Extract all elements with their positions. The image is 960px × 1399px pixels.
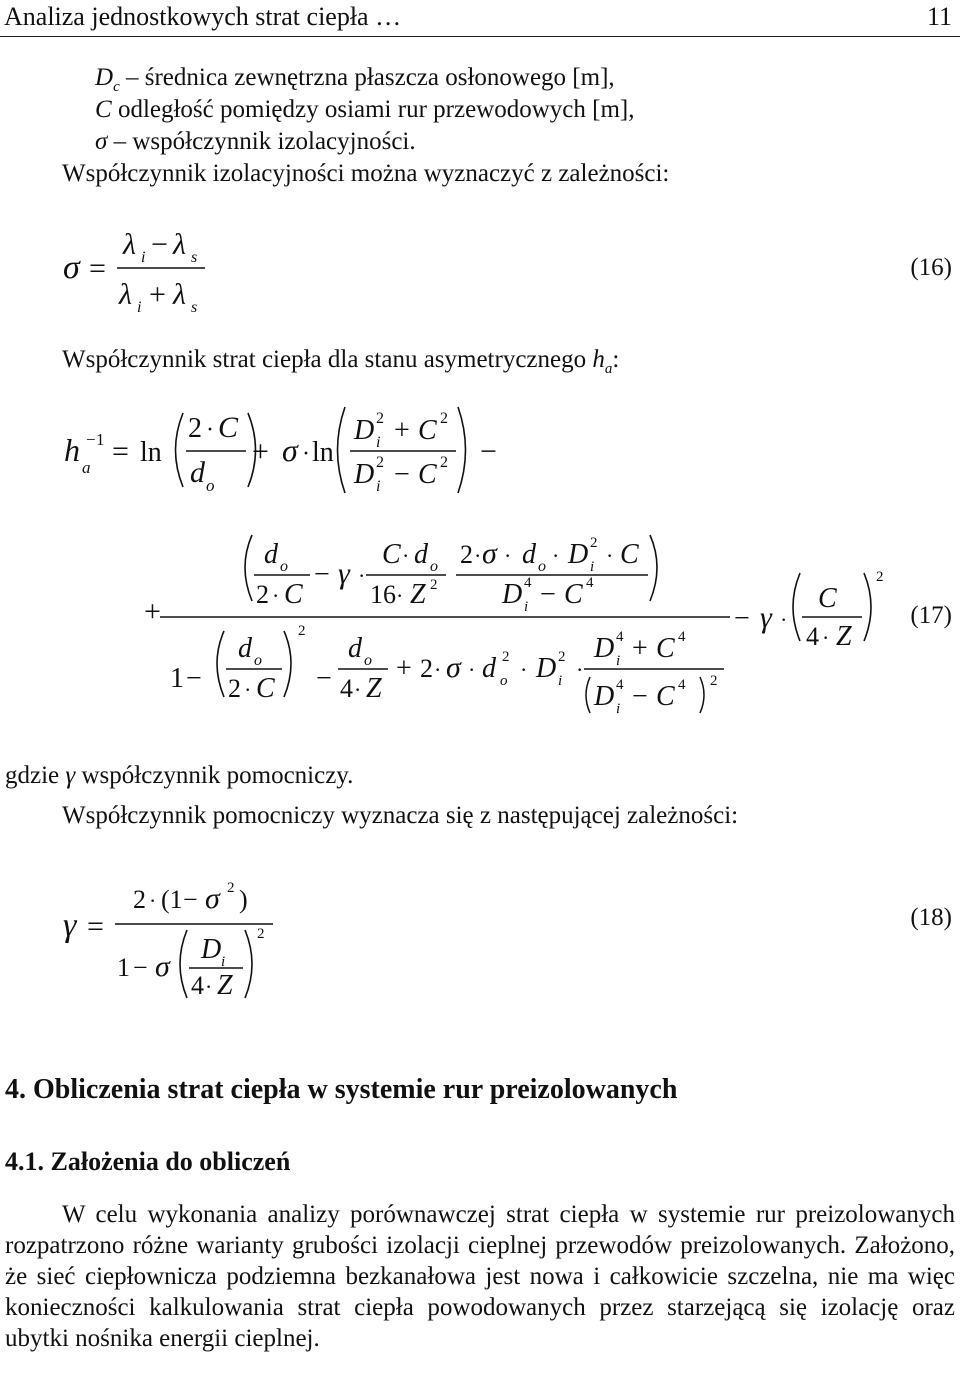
svg-text:=: =	[87, 910, 104, 943]
svg-text:·: ·	[504, 543, 512, 568]
svg-text:i: i	[137, 299, 142, 316]
svg-text:a: a	[82, 458, 91, 477]
svg-text:C: C	[418, 415, 437, 446]
intro-17: Współczynnik strat ciepła dla stanu asymetrycznego $h_a$:	[62, 346, 620, 377]
svg-text:2: 2	[430, 577, 438, 593]
svg-text:2: 2	[298, 623, 306, 639]
running-title: Analiza jednostkowych strat ciepła …	[4, 2, 402, 31]
svg-text:·: ·	[780, 607, 788, 632]
svg-text:ln: ln	[312, 437, 334, 468]
svg-text:4: 4	[806, 622, 819, 651]
svg-text:ln: ln	[140, 437, 162, 468]
svg-text:1: 1	[96, 430, 105, 449]
svg-text:+: +	[149, 278, 166, 311]
svg-text:C: C	[218, 411, 239, 444]
svg-text:·: ·	[606, 543, 614, 568]
equation-17	[0, 395, 900, 740]
svg-text:·: ·	[434, 657, 442, 682]
svg-text:−: −	[394, 459, 410, 490]
svg-text:·: ·	[205, 974, 213, 999]
svg-text:2: 2	[420, 654, 433, 683]
definition-c: C odległość pomiędzy osiami rur przewodowych [m],	[95, 96, 635, 123]
svg-text:s: s	[191, 249, 198, 266]
svg-text:−: −	[540, 579, 556, 610]
svg-text:o: o	[538, 558, 546, 575]
svg-text:2: 2	[376, 410, 384, 427]
svg-text:Z: Z	[217, 970, 233, 1001]
svg-text:2: 2	[558, 649, 566, 665]
svg-text:D: D	[354, 459, 375, 490]
svg-text:+: +	[396, 653, 412, 684]
svg-text:D: D	[568, 539, 589, 570]
svg-text:−: −	[734, 603, 750, 634]
svg-text:2: 2	[710, 673, 718, 689]
svg-text:γ: γ	[760, 601, 772, 634]
svg-text:o: o	[364, 652, 372, 669]
svg-text:d: d	[482, 653, 496, 684]
svg-text:D: D	[201, 934, 222, 965]
svg-text:i: i	[221, 954, 226, 970]
svg-text:C: C	[256, 673, 275, 704]
svg-text:2: 2	[376, 454, 384, 471]
svg-text:=: =	[89, 252, 106, 285]
svg-text:i: i	[616, 653, 621, 669]
svg-text:d: d	[522, 539, 536, 570]
intro-18: Współczynnik pomocniczy wyznacza się z następującej zależności:	[62, 802, 739, 829]
svg-text:−: −	[133, 953, 148, 982]
page-header	[0, 0, 960, 37]
svg-text:λ: λ	[119, 278, 132, 311]
svg-text:C: C	[382, 539, 401, 570]
svg-text:4: 4	[678, 677, 686, 693]
svg-text:−: −	[316, 663, 332, 694]
svg-text:·: ·	[149, 888, 157, 913]
svg-text:i: i	[376, 478, 381, 495]
svg-text:o: o	[500, 673, 508, 689]
svg-text:C: C	[656, 633, 675, 664]
section-heading: 4. Obliczenia strat ciepła w systemie rur preizolowanych	[5, 1074, 678, 1105]
svg-text:d: d	[190, 456, 205, 489]
svg-text:4: 4	[340, 674, 353, 703]
subsection-heading: 4.1. Założenia do obliczeń	[5, 1147, 291, 1176]
svg-text:·: ·	[354, 677, 362, 702]
svg-text:2: 2	[440, 454, 448, 471]
definition-sigma: σ – współczynnik izolacyjności.	[95, 128, 416, 155]
svg-text:C: C	[620, 539, 639, 570]
svg-text:−: −	[480, 435, 497, 468]
svg-text:o: o	[280, 558, 288, 575]
svg-text:λ: λ	[173, 228, 186, 261]
svg-text:−: −	[314, 559, 330, 590]
svg-text:D: D	[536, 653, 557, 684]
svg-text:(1: (1	[161, 885, 183, 914]
svg-text:·: ·	[358, 563, 366, 588]
equation-16	[55, 218, 255, 318]
svg-text:): )	[239, 885, 248, 914]
svg-text:4: 4	[616, 629, 624, 645]
svg-text:D: D	[354, 415, 375, 446]
svg-text:d: d	[264, 539, 278, 570]
definition-dc: $D_c$ – średnica zewnętrzna płaszcza osłonowego [m],	[95, 64, 615, 95]
svg-text:i: i	[558, 673, 563, 689]
svg-text:h: h	[64, 432, 80, 468]
svg-text:2: 2	[590, 535, 598, 551]
svg-text:σ: σ	[446, 651, 461, 684]
svg-text:i: i	[141, 249, 146, 266]
svg-text:·: ·	[244, 677, 252, 702]
svg-text:Z: Z	[366, 673, 382, 704]
svg-text:·: ·	[520, 657, 528, 682]
svg-text:C: C	[418, 459, 437, 490]
svg-text:2: 2	[502, 649, 510, 665]
svg-text:2: 2	[440, 410, 448, 427]
svg-text:γ: γ	[338, 557, 350, 590]
svg-text:+: +	[632, 633, 648, 664]
svg-text:λ: λ	[123, 228, 136, 261]
svg-text:o: o	[254, 652, 262, 669]
svg-text:4: 4	[678, 629, 686, 645]
equation-17-number: (17)	[910, 602, 952, 629]
svg-text:−: −	[86, 430, 96, 449]
svg-text:σ: σ	[282, 432, 298, 468]
body-paragraph: W celu wykonania analizy porównawczej strat ciepła w systemie rur preizolowanych rozpatrzono różne warianty grubości izolacji cieplnej przewodów preizolowanych. Założono, że sieć ciepłownicza podziemna bezkanałowa jest nowa i całkowicie szczelna, nie ma więc konieczności kalkulowania strat ciepła powodowanych przez starzejącą się izolację oraz ubytki nośnika energii cieplnej.	[5, 1201, 955, 1352]
svg-text:·: ·	[474, 543, 482, 568]
svg-text:Z: Z	[410, 579, 426, 610]
svg-text:2: 2	[256, 580, 269, 609]
svg-text:2: 2	[228, 674, 241, 703]
svg-text:D: D	[502, 579, 523, 610]
svg-text:λ: λ	[173, 278, 186, 311]
svg-text:i: i	[376, 434, 381, 451]
svg-text:2: 2	[460, 540, 473, 569]
svg-text:C: C	[656, 681, 675, 712]
svg-text:=: =	[112, 435, 129, 468]
svg-text:D: D	[594, 633, 615, 664]
equation-18	[55, 872, 315, 1022]
svg-text:i: i	[616, 701, 621, 717]
svg-text:C: C	[818, 583, 837, 614]
svg-text:C: C	[564, 579, 583, 610]
svg-text:4: 4	[616, 677, 624, 693]
svg-text:+: +	[394, 415, 410, 446]
svg-text:−: −	[186, 663, 202, 694]
svg-text:2: 2	[257, 926, 265, 942]
svg-text:+: +	[252, 435, 269, 468]
svg-text:d: d	[414, 539, 428, 570]
svg-text:16: 16	[370, 580, 396, 609]
svg-text:1: 1	[170, 663, 184, 694]
svg-text:·: ·	[576, 657, 584, 682]
svg-text:·: ·	[396, 583, 404, 608]
svg-text:i: i	[524, 599, 529, 615]
svg-text:4: 4	[586, 575, 594, 591]
svg-text:−: −	[183, 885, 198, 914]
equation-18-number: (18)	[910, 904, 952, 931]
svg-text:o: o	[206, 476, 215, 495]
svg-text:·: ·	[302, 441, 310, 467]
svg-text:4: 4	[191, 971, 204, 1000]
svg-text:·: ·	[552, 543, 560, 568]
svg-text:2: 2	[133, 885, 146, 914]
gamma-definition: gdzie γ współczynnik pomocniczy.	[5, 762, 354, 789]
equation-16-number: (16)	[910, 254, 952, 281]
svg-text:·: ·	[402, 543, 410, 568]
intro-16: Współczynnik izolacyjności można wyznaczyć z zależności:	[62, 160, 670, 187]
svg-text:s: s	[191, 299, 198, 316]
svg-text:2: 2	[188, 413, 202, 444]
svg-text:2: 2	[876, 569, 884, 585]
svg-text:−: −	[632, 681, 648, 712]
svg-text:γ: γ	[63, 907, 77, 944]
svg-text:d: d	[348, 633, 362, 664]
svg-text:1: 1	[117, 953, 130, 982]
svg-text:D: D	[594, 681, 615, 712]
svg-text:4: 4	[524, 575, 532, 591]
svg-text:σ: σ	[63, 249, 80, 286]
svg-text:·: ·	[468, 657, 476, 682]
page-number: 11	[926, 2, 952, 31]
svg-text:2: 2	[227, 880, 235, 896]
svg-text:σ: σ	[482, 537, 497, 570]
svg-text:Z: Z	[836, 621, 852, 652]
svg-text:−: −	[151, 228, 168, 261]
svg-text:σ: σ	[155, 950, 170, 983]
svg-text:σ: σ	[205, 882, 220, 915]
svg-text:·: ·	[206, 417, 214, 443]
svg-text:o: o	[430, 558, 438, 575]
svg-text:d: d	[238, 633, 252, 664]
svg-text:C: C	[284, 579, 303, 610]
svg-text:i: i	[590, 559, 595, 575]
svg-text:·: ·	[272, 583, 280, 608]
svg-text:·: ·	[822, 625, 830, 650]
svg-text:+: +	[144, 595, 161, 628]
